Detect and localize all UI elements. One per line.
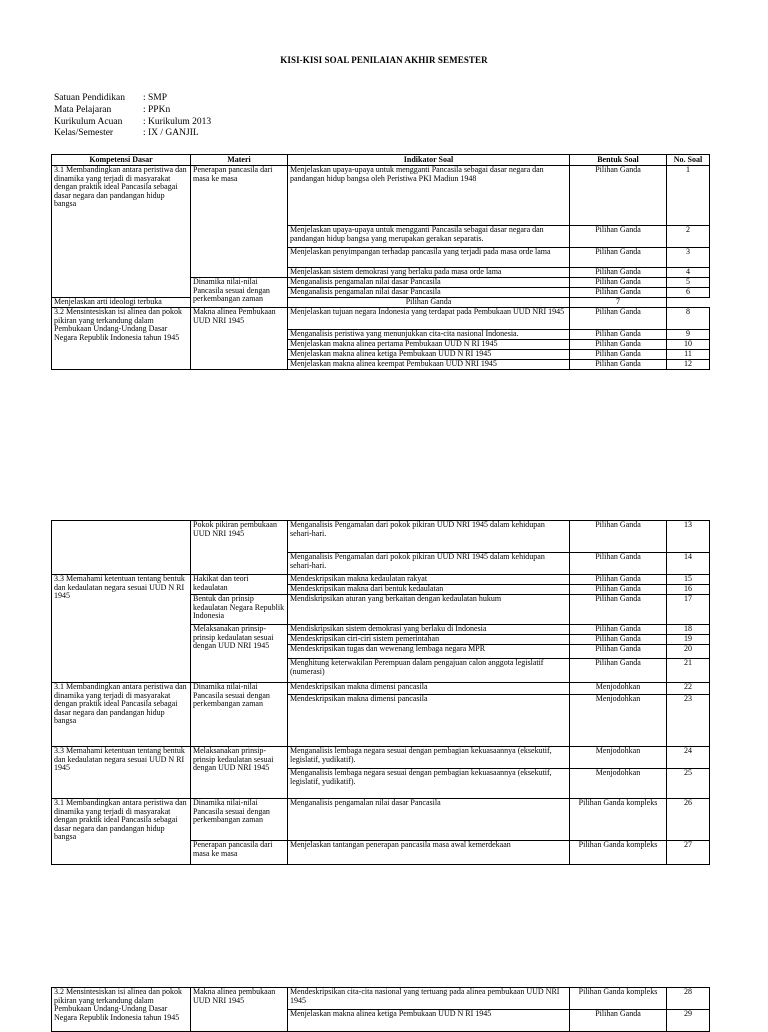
meta-label: Kelas/Semester (54, 128, 114, 139)
bentuk-cell: Pilihan Ganda (570, 308, 667, 330)
no-cell: 13 (667, 521, 710, 553)
kd-cell: 3.3 Memahami ketentuan tentang bentuk dan kedaulatan negara sesuai UUD N RI 1945 (52, 747, 191, 799)
header-no-soal: No. Soal (667, 155, 710, 166)
no-cell: 21 (667, 659, 710, 683)
no-cell: 17 (667, 595, 710, 625)
header-bentuk-soal: Bentuk Soal (570, 155, 667, 166)
indikator-cell: Menganalisis lembaga negara sesuai dengan pembagian kekuasaannya (eksekutif, legislatif, yudikatif). (288, 747, 570, 769)
table-row (52, 308, 710, 330)
indikator-cell: Menjelaskan makna alinea keempat Pembukaan UUD NRI 1945 (288, 360, 570, 370)
meta-value: : SMP (143, 93, 168, 103)
indikator-cell: Mendiskripsikan sistem demokrasi yang berlaku di Indonesia (288, 625, 570, 635)
meta-row (54, 93, 211, 105)
meta-value: : IX / GANJIL (143, 128, 199, 139)
bentuk-cell: Pilihan Ganda kompleks (570, 841, 667, 865)
table-row (52, 166, 710, 226)
kd-cell: 3.1 Membandingkan antara peristiwa dan dinamika yang terjadi di masyarakat dengan praktik ideal Pancasila sebagai dasar negara dan pandangan hidup bangsa (52, 683, 191, 747)
no-cell: 11 (667, 350, 710, 360)
kisi-kisi-table-page-1 (51, 154, 710, 370)
bentuk-cell: Pilihan Ganda (570, 585, 667, 595)
indikator-cell: Menjelaskan makna alinea ketiga Pembukaan UUD N RI 1945 (288, 1010, 570, 1032)
indikator-cell: Menganalisis pengamalan nilai dasar Pancasila (288, 288, 570, 298)
no-cell: 4 (667, 268, 710, 278)
kd-cell: 3.1 Membandingkan antara peristiwa dan dinamika yang terjadi di masyarakat dengan praktik ideal Pancasila sebagai dasar negara dan pandangan hidup bangsa (52, 166, 191, 298)
materi-cell: Dinamika nilai-nilai Pancasila sesuai dengan perkembangan zaman (191, 799, 288, 841)
materi-cell: Makna alinea pembukaan UUD NRI 1945 (191, 988, 288, 1032)
kd-cell: 3.1 Membandingkan antara peristiwa dan dinamika yang terjadi di masyarakat dengan praktik ideal Pancasila sebagai dasar negara dan pandangan hidup bangsa (52, 799, 191, 865)
bentuk-cell: Pilihan Ganda kompleks (570, 988, 667, 1010)
no-cell: 3 (667, 248, 710, 268)
no-cell: 23 (667, 695, 710, 747)
table-row (52, 988, 710, 1010)
bentuk-cell: Pilihan Ganda (570, 521, 667, 553)
bentuk-cell: Pilihan Ganda (570, 350, 667, 360)
materi-cell: Pokok pikiran pembukaan UUD NRI 1945 (191, 521, 288, 575)
materi-cell: Makna alinea Pembukaan UUD NRI 1945 (191, 308, 288, 370)
header-materi: Materi (191, 155, 288, 166)
bentuk-cell: Menjodohkan (570, 769, 667, 799)
indikator-cell: Menjelaskan arti ideologi terbuka (52, 298, 191, 308)
no-cell: 10 (667, 340, 710, 350)
kisi-kisi-table-page-2 (51, 520, 710, 865)
indikator-cell: Mendeskripsikan tugas dan wewenang lembaga negara MPR (288, 645, 570, 659)
materi-cell: Dinamika nilai-nilai Pancasila sesuai dengan perkembangan zaman (191, 278, 288, 308)
indikator-cell: Mendiskripsikan aturan yang berkaitan dengan kedaulatan hukum (288, 595, 570, 625)
kd-cell: 3.3 Memahami ketentuan tentang bentuk dan kedaulatan negara sesuai UUD N RI 1945 (52, 575, 191, 683)
no-cell: 29 (667, 1010, 710, 1032)
kisi-kisi-table-page-3 (51, 987, 710, 1032)
meta-label: Mata Pelajaran (54, 104, 112, 115)
meta-row (54, 105, 211, 117)
kd-cell: 3.2 Mensintesiskan isi alinea dan pokok pikiran yang terkandung dalam Pembukaan Undang-Undang Dasar Negara Republik Indonesia tahun 1945 (52, 988, 191, 1032)
meta-row (54, 128, 211, 140)
table-row (52, 521, 710, 553)
no-cell: 26 (667, 799, 710, 841)
table-row (52, 683, 710, 695)
indikator-cell: Menjelaskan upaya-upaya untuk mengganti Pancasila sebagai dasar negara dan pandangan hidup bangsa oleh Peristiwa PKI Madiun 1948 (288, 166, 570, 226)
indikator-cell: Menganalisis pengamalan nilai dasar Pancasila (288, 799, 570, 841)
indikator-cell: Mendeskripsikan makna dimensi pancasila (288, 695, 570, 747)
indikator-cell: Mendeskripsikan cita-cita nasional yang tertuang pada alinea pembukaan UUD NRI 1945 (288, 988, 570, 1010)
no-cell: 18 (667, 625, 710, 635)
bentuk-cell: Pilihan Ganda (570, 268, 667, 278)
materi-cell: Penerapan pancasila dari masa ke masa (191, 166, 288, 278)
meta-row (54, 117, 211, 129)
indikator-cell: Menjelaskan upaya-upaya untuk mengganti Pancasila sebagai dasar negara dan pandangan hidup bangsa yang merupakan gerakan separatis. (288, 226, 570, 248)
materi-cell: Melaksanakan prinsip-prinsip kedaulatan sesuai dengan UUD NRI 1945 (191, 625, 288, 683)
meta-label: Satuan Pendidikan (54, 93, 125, 103)
no-cell: 9 (667, 330, 710, 340)
bentuk-cell: Menjodohkan (570, 695, 667, 747)
bentuk-cell: Pilihan Ganda (288, 298, 570, 308)
table-header-row (52, 155, 710, 166)
indikator-cell: Mendeskripsikan makna dimensi pancasila (288, 683, 570, 695)
indikator-cell: Menghitung keterwakilan Perempuan dalam pengajuan calon anggota legislatif (numerasi) (288, 659, 570, 683)
materi-cell: Dinamika nilai-nilai Pancasila sesuai dengan perkembangan zaman (191, 683, 288, 747)
bentuk-cell: Pilihan Ganda (570, 330, 667, 340)
materi-cell: Penerapan pancasila dari masa ke masa (191, 841, 288, 865)
indikator-cell: Menganalisis pengamalan nilai dasar Pancasila (288, 278, 570, 288)
bentuk-cell: Pilihan Ganda (570, 360, 667, 370)
no-cell: 5 (667, 278, 710, 288)
no-cell: 6 (667, 288, 710, 298)
bentuk-cell: Pilihan Ganda (570, 595, 667, 625)
bentuk-cell: Pilihan Ganda (570, 575, 667, 585)
indikator-cell: Mendeskripsikan makna kedaulatan rakyat (288, 575, 570, 585)
bentuk-cell: Pilihan Ganda (570, 635, 667, 645)
indikator-cell: Menganalisis lembaga negara sesuai dengan pembagian kekuasaannya (eksekutif, legislatif, yudikatif). (288, 769, 570, 799)
no-cell: 24 (667, 747, 710, 769)
indikator-cell: Menjelaskan penyimpangan terhadap pancasila yang terjadi pada masa orde lama (288, 248, 570, 268)
indikator-cell: Menjelaskan makna alinea pertama Pembukaan UUD N RI 1945 (288, 340, 570, 350)
table-row (52, 747, 710, 769)
indikator-cell: Mendeskripsikan ciri-ciri sistem pemerintahan (288, 635, 570, 645)
no-cell: 20 (667, 645, 710, 659)
no-cell: 16 (667, 585, 710, 595)
no-cell: 19 (667, 635, 710, 645)
no-cell: 2 (667, 226, 710, 248)
no-cell: 27 (667, 841, 710, 865)
bentuk-cell: Pilihan Ganda (570, 340, 667, 350)
document-title: KISI-KISI SOAL PENILAIAN AKHIR SEMESTER (280, 55, 488, 65)
bentuk-cell: Pilihan Ganda (570, 166, 667, 226)
kd-cell (52, 521, 191, 575)
no-cell: 8 (667, 308, 710, 330)
indikator-cell: Menganalisis Pengamalan dari pokok pikiran UUD NRI 1945 dalam kehidupan sehari-hari. (288, 553, 570, 575)
bentuk-cell: Pilihan Ganda (570, 625, 667, 635)
table-row (52, 298, 710, 308)
table-row (52, 575, 710, 585)
indikator-cell: Menjelaskan tantangan penerapan pancasila masa awal kemerdekaan (288, 841, 570, 865)
bentuk-cell: Menjodohkan (570, 747, 667, 769)
bentuk-cell: Pilihan Ganda (570, 645, 667, 659)
bentuk-cell: Pilihan Ganda (570, 659, 667, 683)
bentuk-cell: Pilihan Ganda (570, 288, 667, 298)
no-cell: 22 (667, 683, 710, 695)
bentuk-cell: Pilihan Ganda (570, 553, 667, 575)
bentuk-cell: Pilihan Ganda (570, 278, 667, 288)
no-cell: 15 (667, 575, 710, 585)
no-cell: 14 (667, 553, 710, 575)
bentuk-cell: Menjodohkan (570, 683, 667, 695)
materi-cell: Hakikat dan teori kedaulatan (191, 575, 288, 595)
materi-cell: Melaksanakan prinsip-prinsip kedaulatan sesuai dengan UUD NRI 1945 (191, 747, 288, 799)
no-cell: 12 (667, 360, 710, 370)
no-cell: 28 (667, 988, 710, 1010)
header-indikator-soal: Indikator Soal (288, 155, 570, 166)
kd-cell: 3.2 Mensintesiskan isi alinea dan pokok pikiran yang terkandung dalam Pembukaan Undang-Undang Dasar Negara Republik Indonesia tahun 1945 (52, 308, 191, 370)
table-row (52, 799, 710, 841)
header-kompetensi-dasar: Kompetensi Dasar (52, 155, 191, 166)
no-cell: 7 (570, 298, 667, 308)
bentuk-cell: Pilihan Ganda kompleks (570, 799, 667, 841)
meta-value: : Kurikulum 2013 (143, 116, 212, 127)
indikator-cell: Menjelaskan sistem demokrasi yang berlaku pada masa orde lama (288, 268, 570, 278)
bentuk-cell: Pilihan Ganda (570, 248, 667, 268)
materi-cell: Bentuk dan prinsip kedaulatan Negara Republik Indonesia (191, 595, 288, 625)
no-cell: 25 (667, 769, 710, 799)
meta-value: : PPKn (143, 104, 171, 115)
indikator-cell: Menjelaskan makna alinea ketiga Pembukaan UUD N RI 1945 (288, 350, 570, 360)
bentuk-cell: Pilihan Ganda (570, 226, 667, 248)
indikator-cell: Menganalisis peristiwa yang menunjukkan cita-cita nasional Indonesia. (288, 330, 570, 340)
indikator-cell: Menjelaskan tujuan negara Indonesia yang terdapat pada Pembukaan UUD NRI 1945 (288, 308, 570, 330)
document-meta (54, 93, 211, 140)
bentuk-cell: Pilihan Ganda (570, 1010, 667, 1032)
indikator-cell: Menganalisis Pengamalan dari pokok pikiran UUD NRI 1945 dalam kehidupan sehari-hari. (288, 521, 570, 553)
no-cell: 1 (667, 166, 710, 226)
meta-label: Kurikulum Acuan (54, 116, 123, 127)
indikator-cell: Mendeskripsikan makna dari bentuk kedaulatan (288, 585, 570, 595)
